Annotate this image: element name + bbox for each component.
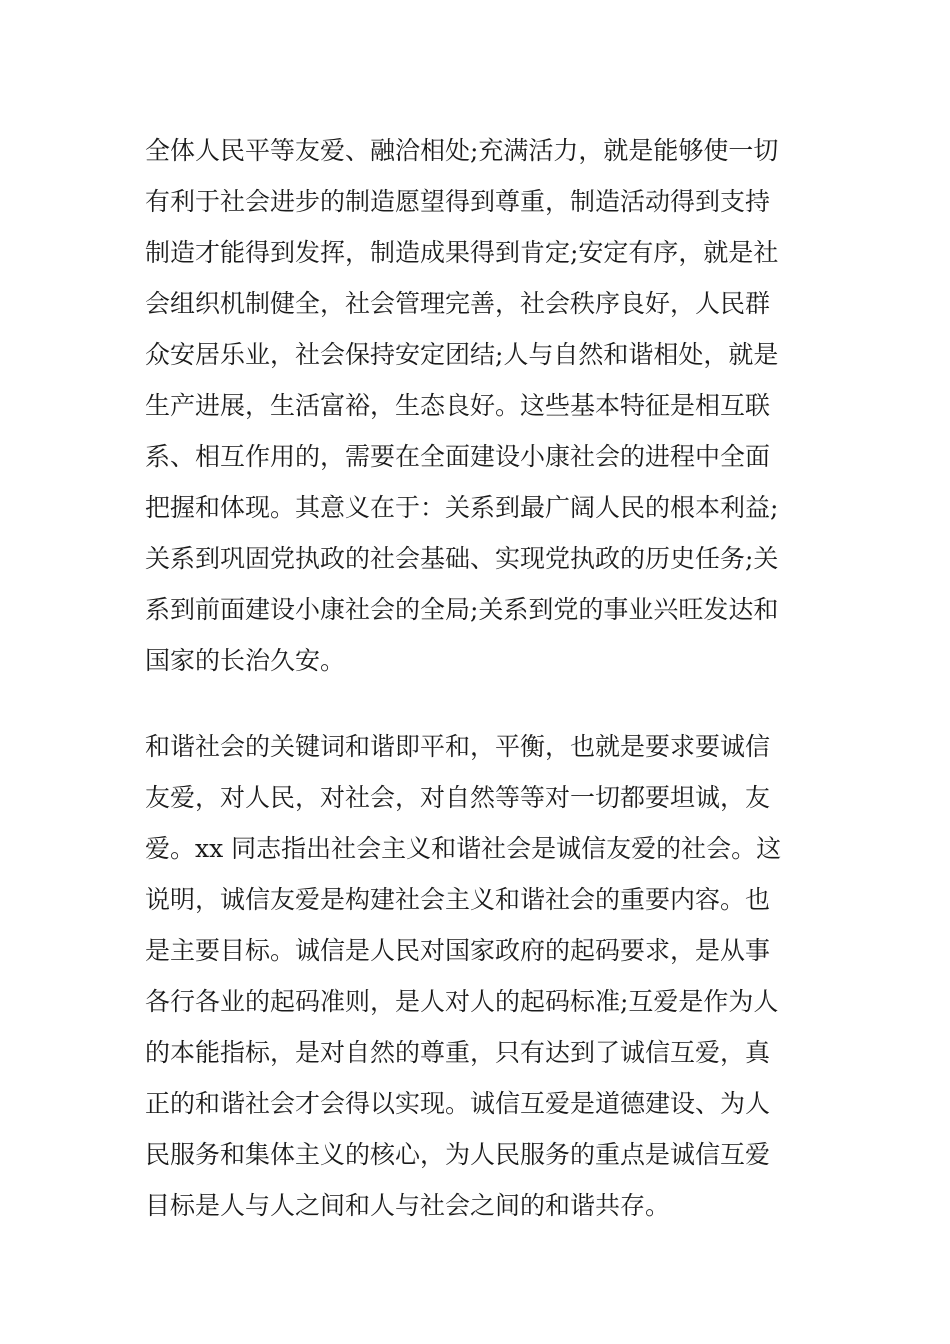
text-line: 全体人民平等友爱、融洽相处;充满活力，就是能够使一切 [145,136,779,165]
paragraph-2 [145,721,815,1231]
text-line: 系到前面建设小康社会的全局;关系到党的事业兴旺发达和 [145,595,779,624]
text-line: 国家的长治久安。 [145,646,346,675]
text-line: 制造才能得到发挥，制造成果得到肯定;安定有序，就是社 [145,238,779,267]
text-line: 把握和体现。其意义在于：关系到最广阔人民的根本利益; [145,493,779,522]
text-line: 各行各业的起码准则，是人对人的起码标准;互爱是作为人 [145,987,779,1016]
text-line: 友爱，对人民，对社会，对自然等等对一切都要坦诚，友 [145,783,771,812]
text-line: 目标是人与人之间和人与社会之间的和谐共存。 [145,1191,671,1220]
text-line: 系、相互作用的，需要在全面建设小康社会的进程中全面 [145,442,771,471]
text-line: 会组织机制健全，社会管理完善，社会秩序良好，人民群 [145,289,771,318]
text-line: 民服务和集体主义的核心，为人民服务的重点是诚信互爱 [145,1140,771,1169]
text-line: 正的和谐社会才会得以实现。诚信互爱是道德建设、为人 [145,1089,771,1118]
text-line: 的本能指标，是对自然的尊重，只有达到了诚信互爱，真 [145,1038,771,1067]
text-line: 说明，诚信友爱是构建社会主义和谐社会的重要内容。也 [145,885,771,914]
paragraph-1 [145,125,815,686]
text-line: 和谐社会的关键词和谐即平和，平衡，也就是要求要诚信 [145,732,771,761]
text-line: 关系到巩固党执政的社会基础、实现党执政的历史任务;关 [145,544,779,573]
text-line: 生产进展，生活富裕，生态良好。这些基本特征是相互联 [145,391,771,420]
text-line: 有利于社会进步的制造愿望得到尊重，制造活动得到支持 [145,187,771,216]
text-line: 是主要目标。诚信是人民对国家政府的起码要求，是从事 [145,936,771,965]
text-line: 众安居乐业，社会保持安定团结;人与自然和谐相处，就是 [145,340,779,369]
text-line: 爱。xx 同志指出社会主义和谐社会是诚信友爱的社会。这 [145,834,782,863]
